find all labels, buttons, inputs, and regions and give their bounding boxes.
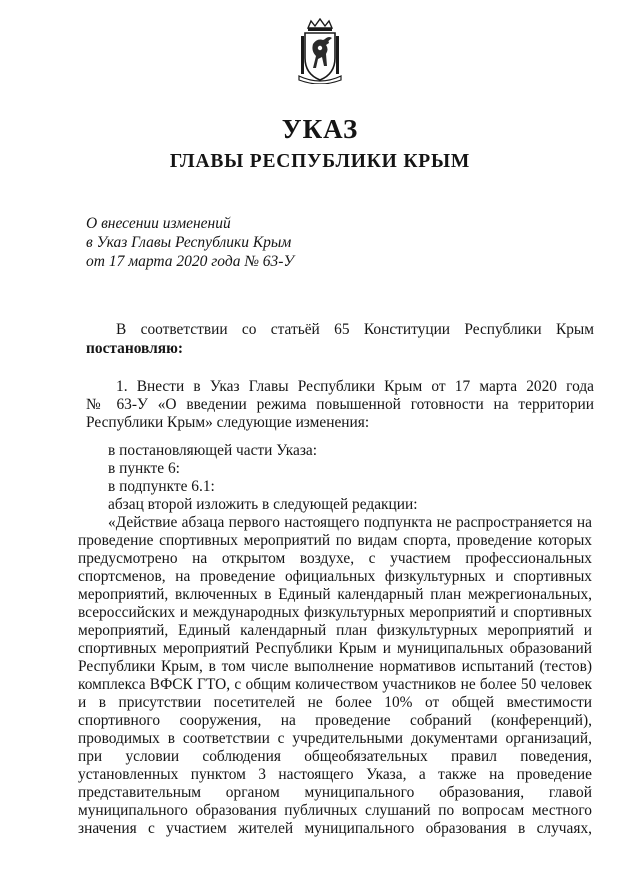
quote-line: и в присутствии посетителей не более 10% от общей вместимости [78,694,592,711]
quote-line: спортсменов, на проведение официальных физкультурных и спортивных [78,568,592,585]
quote-line: значения с участием жителей муниципального образования в случаях, [78,820,592,837]
document-title: УКАЗ [281,114,359,144]
quote-line: Республики Крым, в том числе выполнение нормативов испытаний (тестов) [78,658,592,675]
instruction-line: в подпункте 6.1: [108,478,215,495]
quote-line: спортивного сооружения, на проведение собраний (конференций), [78,712,592,729]
quote-line: предусмотрено на открытом воздухе, с участием профессиональных [78,550,592,567]
quote-line: всероссийских и международных физкультурных мероприятий и спортивных [78,604,592,621]
quote-line: «Действие абзаца первого настоящего подпункта не распространяется на [108,514,592,531]
point-line: 1. Внести в Указ Главы Республики Крым от 17 марта 2020 года [116,378,594,395]
quote-line: мероприятий, включенных в Единый календарный план межрегиональных, [78,586,592,603]
quote-line: проведение спортивных мероприятий по видам спорта, проведение которых [78,532,592,549]
instruction-line: в пункте 6: [108,460,180,477]
instruction-line: в постановляющей части Указа: [108,442,318,459]
point-line: № 63-У «О введении режима повышенной готовности на территории [86,396,594,413]
quote-line: мероприятий, Единый календарный план физкультурных мероприятий и [78,622,592,639]
subject-line: в Указ Главы Республики Крым [86,234,292,251]
preamble-text: В соответствии со статьёй 65 Конституции Республики Крым [116,321,594,338]
document-subtitle: ГЛАВЫ РЕСПУБЛИКИ КРЫМ [169,151,471,172]
decree-word: постановляю: [86,340,183,357]
quote-line: установленных пунктом 3 настоящего Указа, а также на проведение [78,766,592,783]
quote-line: при условии соблюдения общеобязательных правил поведения, [78,748,592,765]
instruction-line: абзац второй изложить в следующей редакции: [108,496,418,513]
quote-line: комплекса ВФСК ГТО, с общим количеством участников не более 50 человек [78,676,592,693]
point-line: Республики Крым» следующие изменения: [86,414,370,431]
quote-line: представительным органом муниципального образования, главой [78,784,592,801]
quote-line: проводимых в соответствии с учредительными документами организаций, [78,730,592,747]
quote-line: муниципального образования публичных слушаний по вопросам местного [78,802,592,819]
quote-line: спортивных мероприятий Республики Крым и муниципальных образований [78,640,592,657]
subject-line: от 17 марта 2020 года № 63-У [86,253,294,270]
subject-line: О внесении изменений [86,215,231,232]
